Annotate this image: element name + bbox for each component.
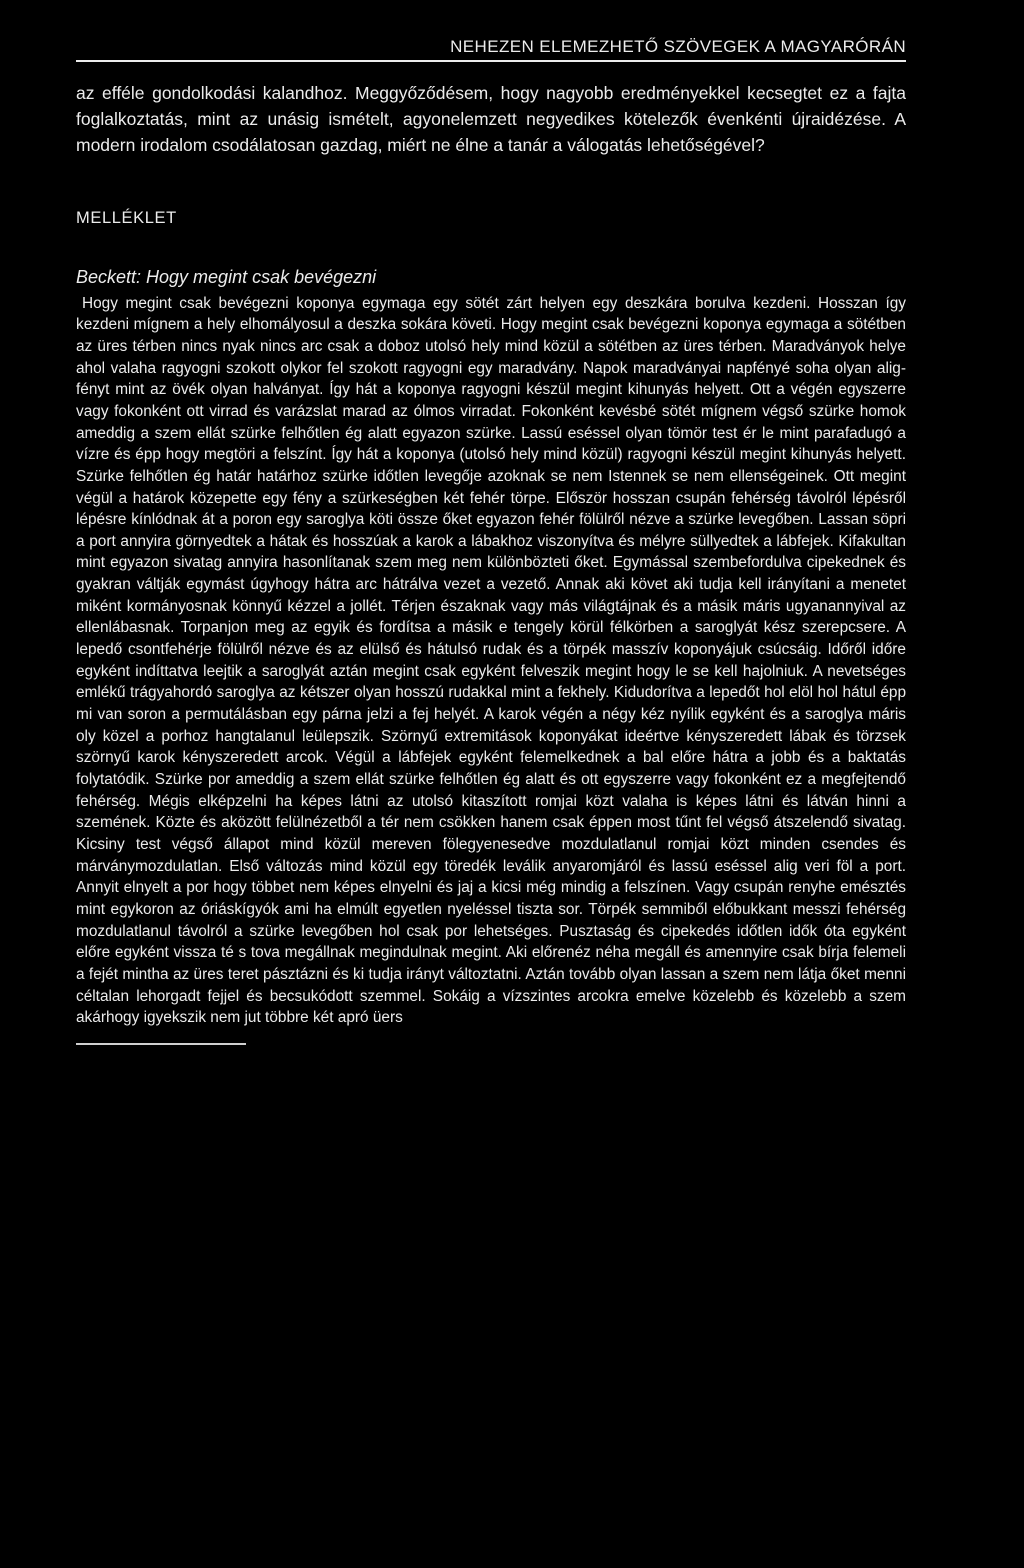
bottom-rule [76, 1043, 246, 1045]
appendix-body: Hogy megint csak bevégezni koponya egymaga egy sötét zárt helyen egy deszkára borulva kezdeni. Hosszan így kezdeni mígnem a hely elhomályosul a deszka sokára követi. Hogy megint csak bevégezni koponya egymaga a sötétben az üres térben nincs nyak nincs arc csak a doboz utolsó hely mind közül a sötétben az üres térben. Maradványok helye ahol valaha ragyogni szokott olykor fel szokott ragyogni egy maradvány. Napok maradványai napfényé soha olyan alig-fényt mint az övék olyan halványat. Így hát a koponya ragyogni készül megint kihunyás helyett. Ott a végén egyszerre vagy fokonként ott virrad és varázslat marad az ólmos virradat. Fokonként kevésbé sötét mígnem végső szürke homok ameddig a szem ellát szürke felhőtlen ég alatt egyazon szürke. Lassú eséssel olyan tömör test ér le mint parafadugó a vízre és épp hogy megtöri a felszínt. Így hát a koponya (utolsó hely mind közül) ragyogni készül megint kihunyás helyett. Szürke felhőtlen ég határ határhoz szürke időtlen levegője azoknak se nem Istennek se nem ellenségeinek. Ott megint végül a határok közepette egy fény a szürkeségben két fehér törpe. Először hosszan csupán fehérség távolról lépésről lépésre kínlódnak át a poron egy saroglya köti össze őket egyazon fehér fölülről nézve a szürke levegőben. Lassan söpri a port annyira görnyedtek a hátak és hosszúak a karok a lábakhoz viszonyítva és mélyre süllyedtek a lábfejek. Kifakultan mint egyazon sivatag annyira hasonlítanak szem meg nem különbözteti őket. Egymással szembefordulva cipekednek és gyakran váltják egymást úgyhogy hátra arc hátrálva vezet a vezető. Annak aki követ aki tudja kell irányítani a menetet miként kormányosnak könnyű kézzel a jollét. Térjen északnak vagy más világtájnak és a másik máris ugyanannyival az ellenlábasnak. Torpanjon meg az egyik és fordítsa a másik e tengely körül félkörben a saroglyát kész szerepcsere. A lepedő csontfehérje fölülről nézve és az elülső és hátulsó rudak és a törpék masszív koponyájuk csúcsáig. Időről időre egyként indíttatva leejtik a saroglyát aztán megint csak egyként felveszik megint hogy le se kell hajolniuk. A nevetséges emlékű trágyahordó saroglya az kétszer olyan hosszú rudakkal mint a fekhely. Kidudorítva a lepedőt hol elöl hol hátul épp mi van soron a permutálásban egy párna jelzi a fej helyét. A karok végén a négy kéz nyílik egyként és a saroglya máris oly közel a porhoz hangtalanul leülepszik. Szörnyű extremitások koponyákat ideértve kényszeredett lábak és törzsek szörnyű karok kényszeredett arcok. Végül a lábfejek egyként felemelkednek a bal előre hátra a jobb és a baktatás folytatódik. Szürke por ameddig a szem ellát szürke felhőtlen ég alatt és ott egyszerre vagy fokonként ez a megfejtendő fehérség. Mégis elképzelni ha képes látni az utolsó kitaszított romjai közt valaha is képes látni és látván hinni a szemének. Közte és aközött felülnézetből a tér nem csökken hanem csak éppen most tűnt fel végső átszelendő sivatag. Kicsiny test végső állapot mind közül mereven fölegyenesedve mozdulatlanul romjai közt minden csendes és márványmozdulatlan. Első változás mind közül egy töredék leválik anyaromjáról és lassú eséssel alig veri föl a port. Annyit elnyelt a por hogy többet nem képes elnyelni és jaj a kicsi még mindig a felszínen. Vagy csupán renyhe emésztés mint egykoron az óriáskígyók ami ha elmúlt egyetlen nyeléssel tiszta sor. Törpék semmiből előbukkant messzi fehérség mozdulatlanul távolról a szürke levegőben hol csak por lehetséges. Pusztaság és cipekedés időtlen idők óta egyként előre egyként vissza té s tova megállnak megindulnak megint. Aki előrenéz néha megáll és amennyire csak bírja felemeli a fejét mintha az üres teret pásztázni és ki tudja irányt változtatni. Aztán tovább olyan lassan a szem nem látja őket menni céltalan lehorgadt fejjel és becsukódott szemmel. Sokáig a vízszintes arcokra emelve közelebb és közelebb a szem akárhogy igyekszik nem jut többre két apró üers [76, 294, 906, 1027]
appendix-heading: MELLÉKLET [76, 208, 177, 227]
running-header: NEHEZEN ELEMEZHETŐ SZÖVEGEK A MAGYARÓRÁN [76, 36, 906, 62]
intro-paragraph: az efféle gondolkodási kalandhoz. Meggyőződésem, hogy nagyobb eredményekkel kecsegtet ez a fajta foglalkoztatás, mint az unásig ismételt, agyonelemzett negyedikes kötelezők évenkénti újraidézése. A modern irodalom csodálatosan gazdag, miért ne élne a tanár a válogatás lehetőségével? [76, 83, 906, 156]
appendix-title: Beckett: Hogy megint csak bevégezni [76, 266, 377, 287]
book-page [76, 36, 906, 1045]
